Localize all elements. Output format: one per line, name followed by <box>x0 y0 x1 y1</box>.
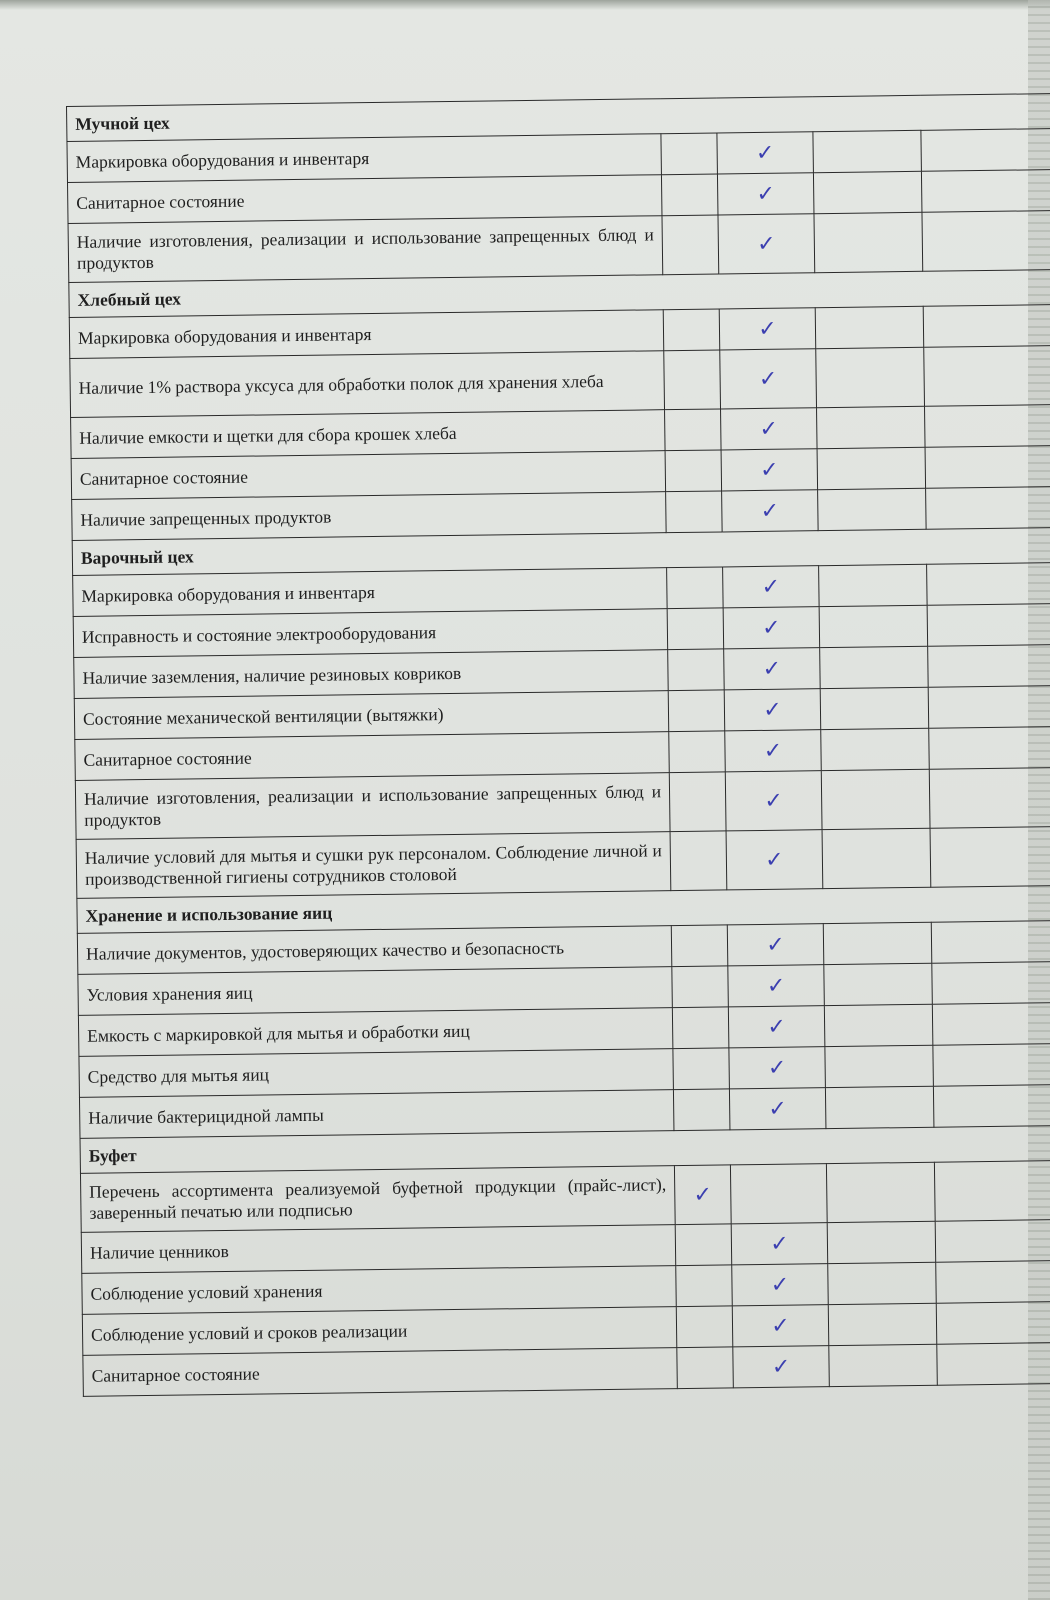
answer-cell-c <box>821 728 930 770</box>
answer-cell-c <box>819 564 928 606</box>
checklist-item-label: Санитарное состояние <box>68 175 662 224</box>
answer-cell-d <box>928 685 1050 728</box>
answer-cell-d <box>935 1219 1050 1262</box>
answer-cell-c <box>820 646 929 688</box>
answer-cell-d <box>924 346 1050 407</box>
checklist-item-label: Наличие условий для мытья и сушки рук персоналом. Соблюдение личной и производственной гигиены сотрудников столовой <box>76 832 671 899</box>
answer-cell-d <box>923 305 1050 348</box>
answer-cell-yes-a: ✓ <box>674 1165 731 1225</box>
checklist-item-label: Исправность и состояние электрооборудования <box>73 609 667 658</box>
answer-cell-yes-b: ✓ <box>721 449 818 491</box>
answer-cell-yes-b: ✓ <box>721 408 818 450</box>
answer-cell-yes-b: ✓ <box>724 689 821 731</box>
answer-cell-d <box>927 562 1050 605</box>
checklist-table <box>66 93 1050 1397</box>
answer-cell-c <box>829 1344 938 1386</box>
checklist-item-label: Наличие ценников <box>81 1225 675 1274</box>
answer-cell-yes-b: ✓ <box>720 349 817 409</box>
answer-cell-d <box>926 487 1050 530</box>
answer-cell-d <box>937 1342 1050 1385</box>
answer-cell-yes-b <box>730 1164 827 1224</box>
answer-cell-yes-b: ✓ <box>725 730 822 772</box>
checklist-body <box>67 94 1050 1397</box>
answer-cell-d <box>933 1084 1050 1127</box>
answer-cell-yes-a <box>663 309 720 351</box>
answer-cell-yes-a <box>669 731 726 773</box>
answer-cell-yes-b: ✓ <box>731 1223 828 1265</box>
answer-cell-d <box>936 1260 1050 1303</box>
section-title: Мучной цех <box>67 94 1050 142</box>
answer-cell-c <box>823 922 932 964</box>
checklist-item-label: Маркировка оборудования и инвентаря <box>67 134 661 183</box>
answer-cell-c <box>813 171 922 213</box>
answer-cell-yes-a <box>672 966 729 1008</box>
answer-cell-c <box>817 447 926 489</box>
checklist-item-label: Наличие изготовления, реализации и использование запрещенных блюд и продуктов <box>68 216 663 283</box>
answer-cell-d <box>921 170 1050 213</box>
answer-cell-d <box>928 644 1050 687</box>
answer-cell-d <box>932 1002 1050 1045</box>
answer-cell-c <box>814 212 923 272</box>
answer-cell-d <box>934 1160 1050 1221</box>
answer-cell-yes-b: ✓ <box>722 490 819 532</box>
answer-cell-yes-b: ✓ <box>728 1006 825 1048</box>
answer-cell-d <box>932 961 1050 1004</box>
checklist-item-label: Наличие емкости и щетки для сбора крошек хлеба <box>71 410 665 459</box>
answer-cell-c <box>819 605 928 647</box>
answer-cell-c <box>815 306 924 348</box>
section-title: Буфет <box>80 1125 1050 1173</box>
answer-cell-yes-a <box>677 1347 734 1389</box>
paper-top-shadow <box>0 0 1050 10</box>
answer-cell-c <box>820 687 929 729</box>
checklist-item-label: Наличие заземления, наличие резиновых ковриков <box>74 650 668 699</box>
section-title: Варочный цех <box>72 527 1050 575</box>
answer-cell-yes-a <box>667 608 724 650</box>
answer-cell-yes-a <box>675 1224 732 1266</box>
checklist-item-label: Емкость с маркировкой для мытья и обработки яиц <box>78 1008 672 1057</box>
answer-cell-d <box>930 826 1050 887</box>
answer-cell-yes-a <box>672 1007 729 1049</box>
section-title: Хранение и использование яиц <box>77 885 1050 933</box>
answer-cell-yes-b: ✓ <box>732 1305 829 1347</box>
answer-cell-yes-b: ✓ <box>726 830 823 890</box>
answer-cell-yes-a <box>673 1089 730 1131</box>
answer-cell-c <box>825 1045 934 1087</box>
answer-cell-yes-a <box>662 215 719 275</box>
answer-cell-yes-b: ✓ <box>723 607 820 649</box>
answer-cell-yes-b: ✓ <box>724 648 821 690</box>
checklist-item-label: Маркировка оборудования и инвентаря <box>69 310 663 359</box>
answer-cell-c <box>817 406 926 448</box>
answer-cell-yes-a <box>669 772 726 832</box>
answer-cell-yes-b: ✓ <box>728 965 825 1007</box>
answer-cell-c <box>826 1162 935 1222</box>
checklist-table-wrapper <box>66 93 1050 1397</box>
answer-cell-yes-a <box>668 649 725 691</box>
answer-cell-yes-b: ✓ <box>729 1047 826 1089</box>
answer-cell-d <box>933 1043 1050 1086</box>
answer-cell-yes-a <box>671 925 728 967</box>
answer-cell-c <box>828 1303 937 1345</box>
answer-cell-c <box>825 1086 934 1128</box>
answer-cell-c <box>824 963 933 1005</box>
checklist-item-label: Соблюдение условий хранения <box>82 1266 676 1315</box>
answer-cell-yes-b: ✓ <box>727 924 824 966</box>
answer-cell-yes-a <box>676 1306 733 1348</box>
checklist-item-label: Наличие бактерицидной лампы <box>79 1090 673 1139</box>
answer-cell-yes-a <box>676 1265 733 1307</box>
answer-cell-d <box>936 1301 1050 1344</box>
answer-cell-yes-b: ✓ <box>719 308 816 350</box>
checklist-item-label: Санитарное состояние <box>83 1348 677 1397</box>
answer-cell-d <box>925 405 1050 448</box>
answer-cell-yes-a <box>673 1048 730 1090</box>
answer-cell-d <box>922 211 1050 272</box>
answer-cell-yes-b: ✓ <box>718 214 815 274</box>
checklist-item-label: Наличие запрещенных продуктов <box>72 492 666 541</box>
answer-cell-c <box>822 828 931 888</box>
answer-cell-c <box>816 347 925 407</box>
answer-cell-d <box>929 767 1050 828</box>
answer-cell-yes-a <box>665 450 722 492</box>
answer-cell-d <box>927 603 1050 646</box>
answer-cell-c <box>821 769 930 829</box>
answer-cell-yes-a <box>661 174 718 216</box>
section-title: Хлебный цех <box>69 270 1050 318</box>
answer-cell-c <box>827 1221 936 1263</box>
answer-cell-yes-b: ✓ <box>729 1088 826 1130</box>
answer-cell-yes-a <box>665 409 722 451</box>
checklist-item-label: Наличие документов, удостоверяющих качество и безопасность <box>77 926 671 975</box>
answer-cell-yes-a <box>667 567 724 609</box>
checklist-item-label: Санитарное состояние <box>75 732 669 781</box>
checklist-item-label: Маркировка оборудования и инвентаря <box>73 568 667 617</box>
answer-cell-yes-a <box>661 133 718 175</box>
answer-cell-yes-a <box>668 690 725 732</box>
checklist-item-label: Наличие изготовления, реализации и использование запрещенных блюд и продуктов <box>75 773 670 840</box>
answer-cell-yes-b: ✓ <box>732 1264 829 1306</box>
answer-cell-c <box>828 1262 937 1304</box>
answer-cell-yes-b: ✓ <box>717 132 814 174</box>
answer-cell-d <box>925 446 1050 489</box>
checklist-item-label: Перечень ассортимента реализуемой буфетной продукции (прайс-лист), заверенный печатью или подписью <box>80 1166 675 1233</box>
checklist-item-label: Соблюдение условий и сроков реализации <box>82 1307 676 1356</box>
answer-cell-yes-b: ✓ <box>717 173 814 215</box>
answer-cell-d <box>929 726 1050 769</box>
answer-cell-yes-a <box>664 350 721 410</box>
answer-cell-yes-a <box>666 491 723 533</box>
answer-cell-c <box>813 130 922 172</box>
answer-cell-c <box>818 488 927 530</box>
checklist-item-label: Наличие 1% раствора уксуса для обработки полок для хранения хлеба <box>70 351 665 418</box>
checklist-item-label: Состояние механической вентиляции (вытяжки) <box>74 691 668 740</box>
answer-cell-yes-a <box>670 831 727 891</box>
checklist-item-label: Санитарное состояние <box>71 451 665 500</box>
answer-cell-yes-b: ✓ <box>723 566 820 608</box>
checklist-item-label: Условия хранения яиц <box>78 967 672 1016</box>
answer-cell-yes-b: ✓ <box>725 771 822 831</box>
answer-cell-d <box>931 920 1050 963</box>
answer-cell-c <box>824 1004 933 1046</box>
answer-cell-d <box>921 129 1050 172</box>
checklist-item-label: Средство для мытья яиц <box>79 1049 673 1098</box>
answer-cell-yes-b: ✓ <box>733 1346 830 1388</box>
